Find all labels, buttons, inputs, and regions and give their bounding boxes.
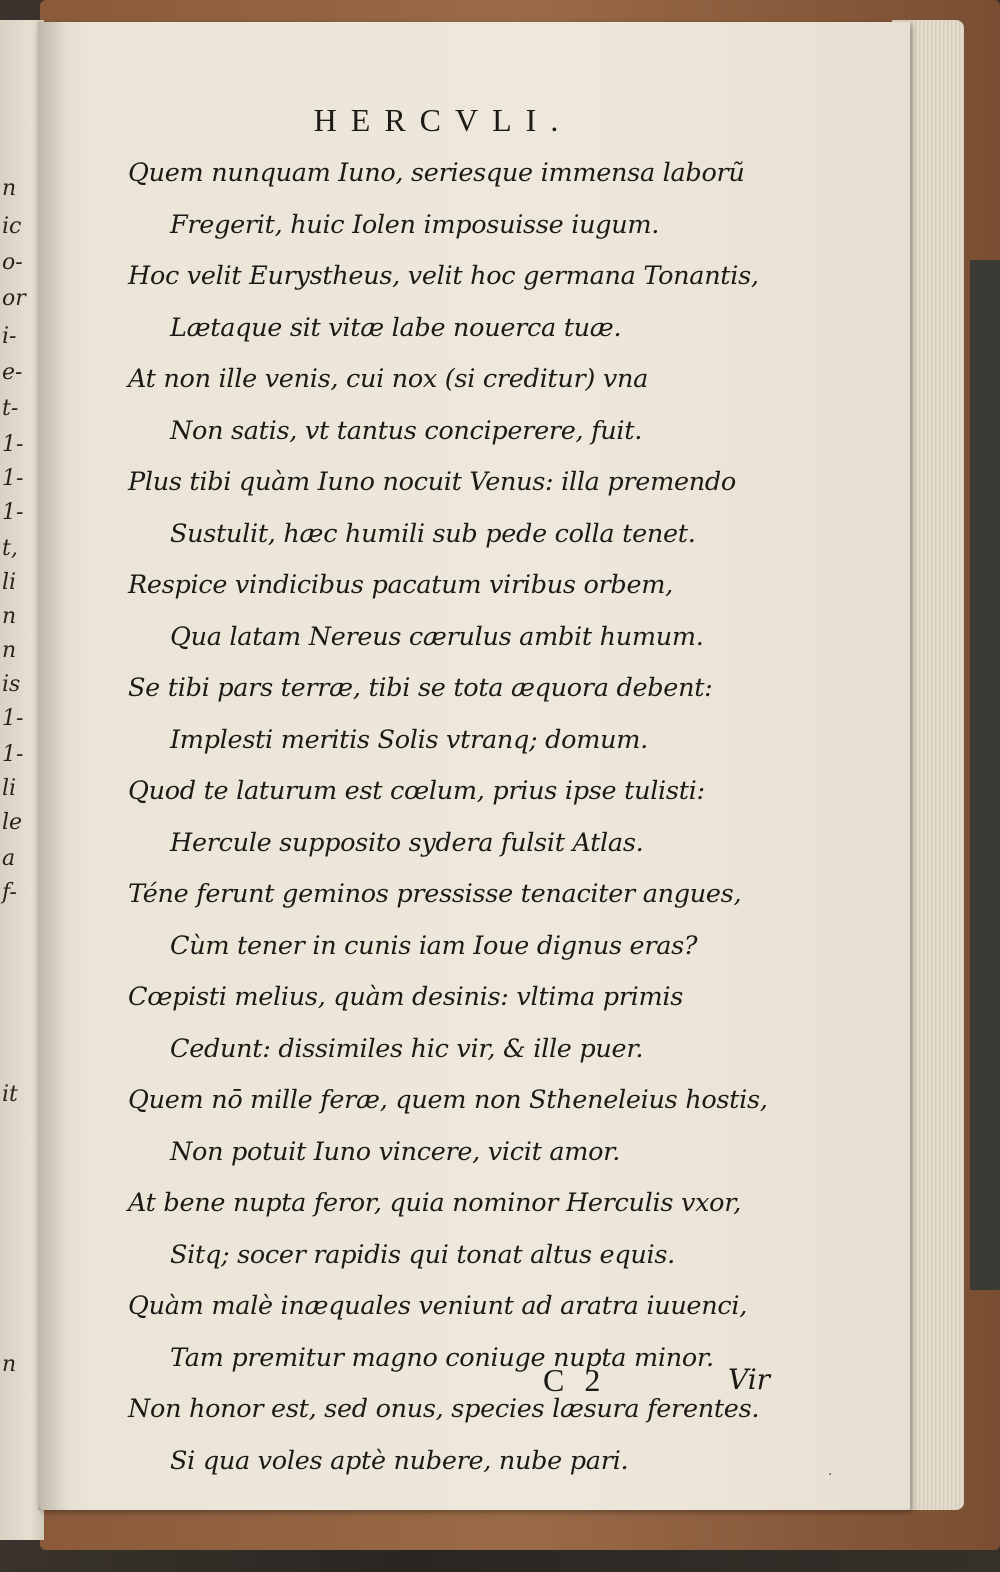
- gutter-shadow: [38, 22, 68, 1510]
- left-page-fragment: n: [2, 176, 17, 201]
- verse-line-pentameter: Qua latam Nereus cærulus ambit humum.: [170, 621, 704, 652]
- left-page-fragment: it: [2, 1082, 18, 1107]
- verse-line-pentameter: Non potuit Iuno vincere, vicit amor.: [170, 1136, 621, 1167]
- verse-line-hexameter: Non honor est, sed onus, species læsura ferentes.: [128, 1394, 760, 1424]
- verse-line-hexameter: At bene nupta feror, quia nominor Herculis vxor,: [128, 1188, 742, 1218]
- verse-line-hexameter: Cœpisti melius, quàm desinis: vltima primis: [128, 982, 683, 1012]
- left-page-fragment: n: [2, 604, 17, 629]
- left-page-fragment: t,: [2, 536, 18, 561]
- left-page-fragment: 1-: [2, 466, 24, 491]
- left-page-fragment: f-: [2, 880, 17, 905]
- left-page-fragment: 1-: [2, 432, 24, 457]
- signature-mark: C 2: [543, 1362, 607, 1398]
- left-page-fragment: t-: [2, 396, 19, 421]
- verse-line-hexameter: Se tibi pars terræ, tibi se tota æquora debent:: [128, 673, 713, 703]
- left-page-fragment: o-: [2, 250, 23, 275]
- left-page-fragment: ic: [2, 214, 22, 239]
- left-page-fragment: n: [2, 1352, 17, 1377]
- running-head: HERCVLI.: [313, 102, 573, 138]
- paper-speck: ·: [828, 1467, 833, 1483]
- verse-line-hexameter: Quem nō mille feræ, quem non Stheneleius hostis,: [128, 1085, 768, 1115]
- left-page-fragment: li: [2, 776, 17, 801]
- catchword: Vir: [728, 1363, 771, 1396]
- left-page-fragment: n: [2, 638, 17, 663]
- verse-line-hexameter: Quem nunquam Iuno, seriesque immensa laborũ: [128, 158, 745, 188]
- verse-line-pentameter: Hercule supposito sydera fulsit Atlas.: [170, 827, 644, 858]
- verse-line-pentameter: Lætaque sit vitæ labe nouerca tuæ.: [170, 312, 622, 343]
- verse-line-pentameter: Sustulit, hæc humili sub pede colla tenet.: [170, 518, 696, 549]
- verse-line-pentameter: Sitq; socer rapidis qui tonat altus equis.: [170, 1239, 675, 1270]
- left-page-fragment: or: [2, 286, 26, 311]
- left-page-fragment: 1-: [2, 500, 24, 525]
- verse-line-hexameter: Quod te laturum est cœlum, prius ipse tulisti:: [128, 776, 705, 806]
- left-page-fragment: e-: [2, 360, 23, 385]
- verse-line-hexameter: Plus tibi quàm Iuno nocuit Venus: illa premendo: [128, 467, 736, 497]
- book-page: [38, 22, 910, 1510]
- book-cover-strip: [970, 260, 1000, 1290]
- verse-line-pentameter: Implesti meritis Solis vtranq; domum.: [170, 724, 648, 755]
- verse-line-hexameter: Quàm malè inæquales veniunt ad aratra iuuenci,: [128, 1291, 747, 1321]
- left-page-fragment: le: [2, 810, 23, 835]
- left-page-fragment: 1-: [2, 742, 24, 767]
- left-page-fragment: a: [2, 846, 16, 871]
- verse-line-hexameter: Hoc velit Eurystheus, velit hoc germana Tonantis,: [128, 261, 759, 291]
- verse-line-pentameter: Tam premitur magno coniuge nupta minor.: [170, 1342, 714, 1373]
- verse-line-hexameter: Téne ferunt geminos pressisse tenaciter angues,: [128, 879, 742, 909]
- verse-line-pentameter: Cùm tener in cunis iam Ioue dignus eras?: [170, 930, 698, 961]
- verse-line-pentameter: Si qua voles aptè nubere, nube pari.: [170, 1445, 629, 1476]
- left-page-fragment: 1-: [2, 706, 24, 731]
- verse-line-pentameter: Fregerit, huic Iolen imposuisse iugum.: [170, 209, 660, 240]
- verse-line-pentameter: Cedunt: dissimiles hic vir, & ille puer.: [170, 1033, 644, 1064]
- left-page-fragment: li: [2, 570, 17, 595]
- left-page-fragment: i-: [2, 324, 17, 349]
- verse-block: [38, 148, 918, 1487]
- left-page-fragment: is: [2, 672, 21, 697]
- verse-line-hexameter: At non ille venis, cui nox (si creditur) vna: [128, 364, 648, 394]
- verse-line-hexameter: Respice vindicibus pacatum viribus orbem,: [128, 570, 673, 600]
- verse-line-pentameter: Non satis, vt tantus conciperere, fuit.: [170, 415, 643, 446]
